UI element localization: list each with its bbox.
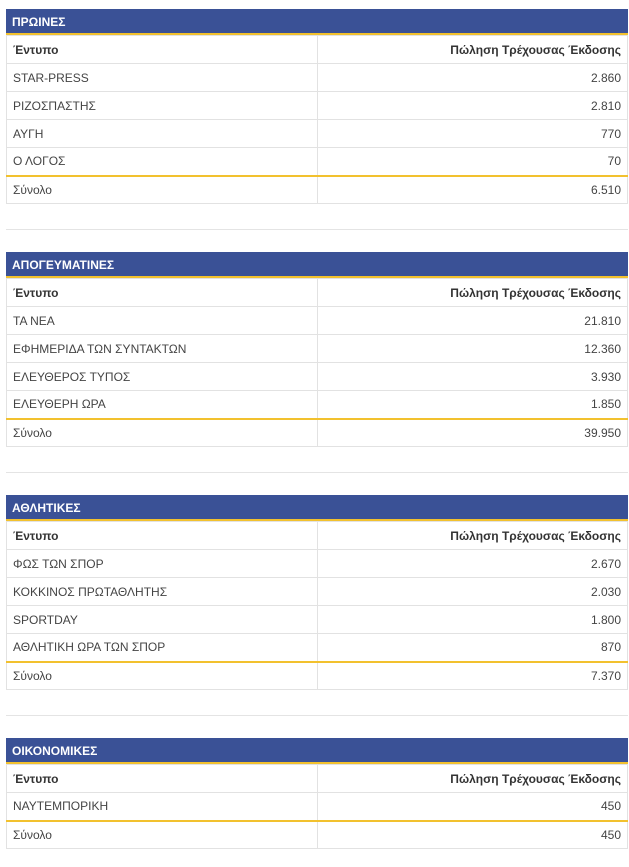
total-value: 6.510	[318, 176, 628, 204]
table-header-row	[7, 36, 628, 64]
publication-name: ΑΘΛΗΤΙΚΗ ΩΡΑ ΤΩΝ ΣΠΟΡ	[7, 634, 318, 662]
table-row	[7, 606, 628, 634]
total-label: Σύνολο	[7, 176, 318, 204]
column-header-value: Πώληση Τρέχουσας Έκδοσης	[318, 36, 628, 64]
total-value: 450	[318, 821, 628, 849]
sales-table	[6, 521, 628, 690]
total-row	[7, 176, 628, 204]
total-value: 39.950	[318, 419, 628, 447]
column-header-value: Πώληση Τρέχουσας Έκδοσης	[318, 522, 628, 550]
publication-name: ΕΛΕΥΘΕΡΗ ΩΡΑ	[7, 391, 318, 419]
publication-name: Ο ΛΟΓΟΣ	[7, 148, 318, 176]
sales-value: 870	[318, 634, 628, 662]
publication-name: ΡΙΖΟΣΠΑΣΤΗΣ	[7, 92, 318, 120]
sales-value: 770	[318, 120, 628, 148]
table-row	[7, 307, 628, 335]
total-row	[7, 662, 628, 690]
total-value: 7.370	[318, 662, 628, 690]
section-morning	[6, 9, 628, 204]
section-afternoon	[6, 252, 628, 447]
table-row	[7, 578, 628, 606]
table-header-row	[7, 522, 628, 550]
table-row	[7, 335, 628, 363]
column-header-value: Πώληση Τρέχουσας Έκδοσης	[318, 765, 628, 793]
sales-value: 450	[318, 793, 628, 821]
total-row	[7, 419, 628, 447]
sales-value: 12.360	[318, 335, 628, 363]
sales-value: 21.810	[318, 307, 628, 335]
sales-value: 2.030	[318, 578, 628, 606]
publication-name: ΚΟΚΚΙΝΟΣ ΠΡΩΤΑΘΛΗΤΗΣ	[7, 578, 318, 606]
section-title: ΑΘΛΗΤΙΚΕΣ	[6, 495, 628, 521]
sales-value: 2.670	[318, 550, 628, 578]
section-sports	[6, 495, 628, 690]
sales-value: 2.810	[318, 92, 628, 120]
column-header-name: Έντυπο	[7, 36, 318, 64]
sales-table	[6, 764, 628, 849]
publication-name: ΤΑ ΝΕΑ	[7, 307, 318, 335]
total-label: Σύνολο	[7, 662, 318, 690]
column-header-name: Έντυπο	[7, 522, 318, 550]
sales-value: 1.850	[318, 391, 628, 419]
total-row	[7, 821, 628, 849]
sales-value: 3.930	[318, 363, 628, 391]
table-row	[7, 634, 628, 662]
total-label: Σύνολο	[7, 821, 318, 849]
publication-name: STAR-PRESS	[7, 64, 318, 92]
table-row	[7, 391, 628, 419]
section-title: ΠΡΩΙΝΕΣ	[6, 9, 628, 35]
sales-value: 2.860	[318, 64, 628, 92]
sales-value: 1.800	[318, 606, 628, 634]
total-label: Σύνολο	[7, 419, 318, 447]
table-row	[7, 64, 628, 92]
table-row	[7, 550, 628, 578]
table-row	[7, 363, 628, 391]
sales-table	[6, 278, 628, 447]
section-divider	[6, 715, 628, 716]
column-header-name: Έντυπο	[7, 279, 318, 307]
publication-name: ΝΑΥΤΕΜΠΟΡΙΚΗ	[7, 793, 318, 821]
publication-name: ΕΛΕΥΘΕΡΟΣ ΤΥΠΟΣ	[7, 363, 318, 391]
section-divider	[6, 472, 628, 473]
table-row	[7, 793, 628, 821]
publication-name: ΦΩΣ ΤΩΝ ΣΠΟΡ	[7, 550, 318, 578]
section-title: ΑΠΟΓΕΥΜΑΤΙΝΕΣ	[6, 252, 628, 278]
section-financial	[6, 738, 628, 849]
section-divider	[6, 229, 628, 230]
table-row	[7, 148, 628, 176]
publication-name: ΕΦΗΜΕΡΙΔΑ ΤΩΝ ΣΥΝΤΑΚΤΩΝ	[7, 335, 318, 363]
sales-table	[6, 35, 628, 204]
sales-value: 70	[318, 148, 628, 176]
table-row	[7, 92, 628, 120]
publication-name: ΑΥΓΗ	[7, 120, 318, 148]
column-header-value: Πώληση Τρέχουσας Έκδοσης	[318, 279, 628, 307]
section-title: ΟΙΚΟΝΟΜΙΚΕΣ	[6, 738, 628, 764]
table-header-row	[7, 765, 628, 793]
table-header-row	[7, 279, 628, 307]
publication-name: SPORTDAY	[7, 606, 318, 634]
table-row	[7, 120, 628, 148]
column-header-name: Έντυπο	[7, 765, 318, 793]
